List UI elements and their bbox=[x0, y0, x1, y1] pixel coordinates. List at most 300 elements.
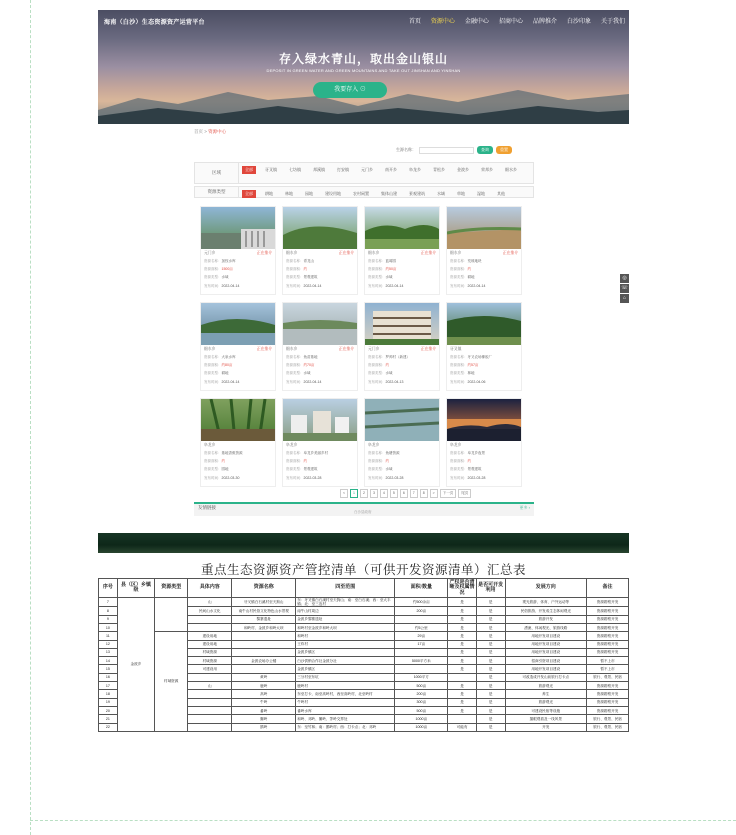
table-cell: 高岭 bbox=[232, 690, 296, 698]
filter-option[interactable]: 阜龙乡 bbox=[409, 167, 421, 172]
table-cell: 是 bbox=[476, 648, 505, 656]
table-cell: 18 bbox=[99, 690, 118, 698]
resource-photo[interactable] bbox=[283, 399, 357, 441]
card-info-line bbox=[368, 451, 400, 456]
table-cell: 资源勘察开发 bbox=[587, 648, 629, 656]
card-status-tag: 正在推介 bbox=[256, 251, 272, 255]
page-button[interactable]: 4 bbox=[380, 489, 388, 498]
table-row bbox=[99, 598, 629, 607]
page-button[interactable]: 尾页 bbox=[458, 489, 471, 498]
table-cell: 1000亩 bbox=[395, 715, 448, 723]
page-button[interactable]: 7 bbox=[410, 489, 418, 498]
table-cell: 1000亩 bbox=[395, 723, 448, 731]
table-cell: 是 bbox=[448, 632, 477, 640]
card-info-label: 资源名称： bbox=[204, 259, 222, 263]
nav-item[interactable]: 关于我们 bbox=[600, 19, 625, 25]
filter-option[interactable]: 湿地 bbox=[477, 191, 485, 196]
filter-option[interactable]: 集体山建 bbox=[381, 191, 397, 196]
card-info-value: 牙叉农场橡胶厂 bbox=[467, 355, 492, 359]
card-info-label: 发布时间： bbox=[204, 284, 222, 288]
wechat-icon[interactable]: ◎ bbox=[620, 274, 629, 283]
page-button[interactable]: 6 bbox=[400, 489, 408, 498]
breadcrumb-current: 资源中心 bbox=[208, 129, 227, 134]
table-cell bbox=[448, 673, 477, 681]
table-cell: 29亩 bbox=[395, 632, 448, 640]
card-info-value: 水域 bbox=[385, 371, 393, 375]
table-cell: 建设用地 bbox=[188, 640, 232, 648]
card-info-label: 资源类型： bbox=[450, 275, 468, 279]
page-button[interactable]: 2 bbox=[360, 489, 368, 498]
table-cell: 16 bbox=[99, 673, 118, 681]
card-info-value: 约50亩 bbox=[385, 267, 397, 271]
card-region: 阜龙乡 bbox=[450, 443, 462, 447]
table-header-cell: 四至范围 bbox=[296, 579, 395, 598]
reset-button[interactable]: 重置 bbox=[496, 146, 512, 154]
table-cell: 是 bbox=[476, 715, 505, 723]
card-info-value: 2022-03-30 bbox=[221, 476, 240, 480]
table-cell: 鹊岭 bbox=[232, 723, 296, 731]
table-cell: 22 bbox=[99, 723, 118, 731]
resource-photo[interactable] bbox=[201, 303, 275, 345]
resource-card[interactable] bbox=[282, 302, 358, 391]
resource-card[interactable] bbox=[282, 206, 358, 295]
table-cell: 东至打卡，南至高岭村，西至高岭村，北至岭村 bbox=[296, 690, 395, 698]
card-info-label: 资源类型： bbox=[450, 467, 468, 471]
phone-icon[interactable]: ☏ bbox=[621, 285, 628, 291]
card-info-line bbox=[286, 275, 318, 280]
filter-option[interactable]: 牙叉镇 bbox=[265, 167, 277, 172]
card-info-label: 资源名称： bbox=[286, 355, 304, 359]
filter-option[interactable]: 七坊镇 bbox=[289, 167, 301, 172]
hero-subtitle: DEPOSIT IN GREEN WATER AND GREEN MOUNTAINS AND TAKE OUT JINSHAN AND YINSHAN bbox=[266, 68, 461, 73]
card-info-line bbox=[368, 284, 403, 289]
card-info-value: 约 bbox=[385, 459, 389, 463]
card-info-line bbox=[204, 380, 239, 385]
card-info-value: 2022-04-14 bbox=[385, 284, 404, 288]
nav-item[interactable]: 招商中心 bbox=[498, 19, 523, 25]
side-toolbar bbox=[620, 274, 629, 304]
table-cell: 500亩 bbox=[395, 682, 448, 690]
friend-link[interactable]: 白沙县政府 bbox=[354, 510, 372, 514]
card-info-value: 约57亩 bbox=[467, 363, 479, 367]
table-cell: 是 bbox=[476, 598, 505, 607]
deposit-button[interactable]: 我要存入 ⊙ bbox=[313, 82, 387, 98]
card-info-label: 资源面积： bbox=[368, 363, 386, 367]
table-cell: 黄岭 bbox=[232, 673, 296, 681]
card-info-label: 资源名称： bbox=[204, 451, 222, 455]
resource-card[interactable] bbox=[364, 302, 440, 391]
card-info-value: 园地 bbox=[221, 467, 229, 471]
table-cell: 南牛山村周边 bbox=[296, 607, 395, 615]
card-info-line bbox=[450, 476, 485, 481]
table-header-cell: 序号 bbox=[99, 579, 118, 598]
table-cell: 5000平方米 bbox=[395, 657, 448, 665]
resource-photo[interactable] bbox=[365, 303, 439, 345]
table-cell: 是 bbox=[448, 698, 477, 706]
table-cell: 狮岭 bbox=[232, 715, 296, 723]
filter-option[interactable]: 金波乡 bbox=[457, 167, 469, 172]
resource-center-content bbox=[98, 124, 629, 514]
card-info-value: 约 bbox=[221, 459, 225, 463]
table-cell: 民俗旅游、开发成生态休闲观光 bbox=[505, 607, 587, 615]
table-cell: 资源勘察开发 bbox=[587, 632, 629, 640]
home-icon[interactable]: ⌂ bbox=[620, 294, 629, 303]
card-info-line bbox=[204, 371, 229, 376]
table-cell: 暂不上市 bbox=[587, 657, 629, 665]
table-cell: 15 bbox=[99, 665, 118, 673]
filter-option[interactable]: 荣邦乡 bbox=[481, 167, 493, 172]
table-cell: 旅游观光 bbox=[505, 698, 587, 706]
page-button[interactable]: < bbox=[340, 489, 348, 498]
top-nav bbox=[98, 16, 629, 30]
resource-card[interactable] bbox=[200, 398, 276, 487]
table-cell: 是 bbox=[476, 682, 505, 690]
card-info-label: 资源名称： bbox=[286, 259, 304, 263]
table-cell: 是 bbox=[476, 624, 505, 632]
nav-item[interactable]: 资源中心 bbox=[430, 19, 455, 25]
card-info-value: 约 bbox=[303, 459, 307, 463]
page-button[interactable]: 1 bbox=[350, 489, 358, 498]
table-cell: 用地开发项目建设 bbox=[505, 648, 587, 656]
card-info-value: 罗帅村（新建） bbox=[385, 355, 410, 359]
card-region: 细水乡 bbox=[286, 251, 298, 255]
breadcrumb-separator: > bbox=[203, 129, 209, 134]
table-cell: 王炸村 bbox=[296, 640, 395, 648]
page-button[interactable]: 下一页 bbox=[440, 489, 457, 498]
table-header-cell: 县（区）乡镇级 bbox=[117, 579, 154, 598]
table-cell: 和岭、邓岭、狮岭、茅岭交界处 bbox=[296, 715, 395, 723]
card-info-label: 资源名称： bbox=[450, 355, 468, 359]
table-cell: 是 bbox=[448, 648, 477, 656]
table-cell: 东：至竹林；南：鹊岭村；西：打卡点；北：邓岭 bbox=[296, 723, 395, 731]
table-cell: 是 bbox=[476, 698, 505, 706]
card-info-value: 约 bbox=[467, 267, 471, 271]
card-info-line bbox=[368, 476, 403, 481]
filter-option[interactable]: 邦溪镇 bbox=[313, 167, 325, 172]
filter-option[interactable]: 林地 bbox=[285, 191, 293, 196]
filter-option[interactable]: 打安镇 bbox=[337, 167, 349, 172]
filter-label: 资源类型 bbox=[195, 187, 239, 197]
card-info-label: 资源名称： bbox=[204, 355, 222, 359]
site-screenshot bbox=[98, 10, 629, 514]
card-info-value: 2022-04-13 bbox=[385, 380, 404, 384]
card-region: 细水乡 bbox=[286, 347, 298, 351]
table-cell: 民间山水文化 bbox=[188, 607, 232, 615]
table-cell: 200亩 bbox=[395, 607, 448, 615]
filter-option[interactable]: 农村闲置 bbox=[353, 191, 369, 196]
nav-item[interactable]: 首页 bbox=[408, 19, 421, 25]
card-info-value: 2022-04-14 bbox=[221, 380, 240, 384]
table-cell bbox=[395, 665, 448, 673]
table-cell: 黎寨遗址 bbox=[232, 615, 296, 623]
table-cell: 金波农场办公楼 bbox=[232, 657, 296, 665]
table-cell: 和岭村、金波乡和岭大坝 bbox=[232, 624, 296, 632]
page-button[interactable]: 3 bbox=[370, 489, 378, 498]
resource-card[interactable] bbox=[200, 206, 276, 295]
type-filter bbox=[194, 186, 534, 198]
resource-card[interactable] bbox=[364, 398, 440, 487]
table-cell: 山 bbox=[188, 682, 232, 690]
table-cell bbox=[155, 598, 188, 632]
table-cell: 200亩 bbox=[395, 690, 448, 698]
table-cell: 7 bbox=[99, 598, 118, 607]
card-info-line bbox=[286, 371, 311, 376]
table-cell: 是 bbox=[448, 706, 477, 714]
card-region: 牙叉镇 bbox=[450, 347, 462, 351]
table-header-cell: 发展方向 bbox=[505, 579, 587, 598]
hero-title: 存入绿水青山，取出金山银山 bbox=[278, 52, 448, 66]
table-header-cell: 是否可开发利用 bbox=[476, 579, 505, 598]
nav-item[interactable]: 白沙印象 bbox=[566, 19, 591, 25]
card-info-label: 资源类型： bbox=[368, 371, 386, 375]
resource-photo[interactable] bbox=[201, 207, 275, 249]
table-cell: 番岭水库 bbox=[296, 706, 395, 714]
table-cell bbox=[395, 615, 448, 623]
filter-option[interactable]: 青松乡 bbox=[433, 167, 445, 172]
card-info-line bbox=[368, 275, 393, 280]
card-info-label: 发布时间： bbox=[286, 380, 304, 384]
table-cell bbox=[188, 715, 232, 723]
filter-option[interactable]: 其他 bbox=[497, 191, 505, 196]
card-info-label: 资源面积： bbox=[450, 459, 468, 463]
card-info-label: 发布时间： bbox=[450, 476, 468, 480]
table-cell: 是 bbox=[476, 673, 505, 681]
card-status-tag: 正在推介 bbox=[338, 251, 354, 255]
card-info-value: 荒坡地块 bbox=[467, 259, 482, 263]
resource-card[interactable] bbox=[364, 206, 440, 295]
card-info-value: 阜龙乡美丽乡村 bbox=[303, 451, 328, 455]
table-cell: 11 bbox=[99, 632, 118, 640]
filter-option[interactable]: 水域 bbox=[437, 191, 445, 196]
table-cell: 是 bbox=[448, 598, 477, 607]
table-cell: 500亩 bbox=[395, 706, 448, 714]
table-cell: 村域资源 bbox=[188, 657, 232, 665]
filter-option[interactable]: 耕地 bbox=[265, 191, 273, 196]
table-cell: 8 bbox=[99, 607, 118, 615]
table-cell: 可能有 bbox=[448, 723, 477, 731]
card-info-value: 景观建筑 bbox=[467, 467, 482, 471]
table-cell: 是 bbox=[476, 723, 505, 731]
card-info-value: 2022-03-28 bbox=[303, 476, 322, 480]
resource-card[interactable] bbox=[282, 398, 358, 487]
card-region: 阜龙乡 bbox=[286, 443, 298, 447]
card-info-label: 资源名称： bbox=[450, 451, 468, 455]
table-cell: 和岭村 bbox=[296, 632, 395, 640]
resource-photo[interactable] bbox=[283, 303, 357, 345]
table-cell: 是 bbox=[448, 665, 477, 673]
card-info-line bbox=[450, 355, 492, 360]
table-cell: 约500余亩 bbox=[395, 598, 448, 607]
hero-banner bbox=[98, 10, 629, 124]
table-cell bbox=[395, 648, 448, 656]
resource-photo[interactable] bbox=[201, 399, 275, 441]
card-info-line bbox=[204, 275, 229, 280]
resource-photo[interactable] bbox=[365, 399, 439, 441]
table-cell: 三分村至东坑 bbox=[296, 673, 395, 681]
card-info-line bbox=[204, 267, 233, 272]
table-cell: 是 bbox=[476, 632, 505, 640]
table-cell bbox=[188, 698, 232, 706]
filter-option[interactable]: 元门乡 bbox=[361, 167, 373, 172]
card-info-label: 资源类型： bbox=[368, 467, 386, 471]
filter-option[interactable]: 建设用地 bbox=[325, 191, 341, 196]
card-status-tag: 正在推介 bbox=[256, 347, 272, 351]
card-info-value: 约 bbox=[467, 459, 471, 463]
card-region: 细水乡 bbox=[450, 251, 462, 255]
table-cell: 可建设用 bbox=[188, 665, 232, 673]
card-info-label: 资源面积： bbox=[286, 267, 304, 271]
table-cell: 是 bbox=[448, 690, 477, 698]
card-info-label: 资源类型： bbox=[450, 371, 468, 375]
table-cell: 旅行、观景、民宿 bbox=[587, 715, 629, 723]
table-cell bbox=[232, 640, 296, 648]
card-info-line bbox=[368, 259, 396, 264]
card-info-line bbox=[368, 459, 389, 464]
card-info-line bbox=[286, 459, 307, 464]
resource-card[interactable] bbox=[446, 206, 522, 295]
card-info-line bbox=[204, 476, 239, 481]
table-cell bbox=[188, 723, 232, 731]
card-region: 元门乡 bbox=[368, 347, 380, 351]
card-info-value: 蓝莓园 bbox=[385, 259, 396, 263]
card-info-line bbox=[286, 363, 314, 368]
resource-card[interactable] bbox=[446, 398, 522, 487]
table-cell: 20 bbox=[99, 706, 118, 714]
card-info-label: 资源类型： bbox=[204, 275, 222, 279]
table-cell: 资源勘察开发 bbox=[587, 690, 629, 698]
card-info-line bbox=[286, 451, 328, 456]
table-cell: 用地开发项目建设 bbox=[505, 665, 587, 673]
card-info-line bbox=[204, 451, 243, 456]
table-cell: 约5公里 bbox=[395, 624, 448, 632]
table-cell: 是 bbox=[476, 690, 505, 698]
table-cell: 17亩 bbox=[395, 640, 448, 648]
table-header-cell: 备注 bbox=[587, 579, 629, 598]
footer-strip bbox=[98, 533, 629, 553]
filter-option[interactable]: 全部 bbox=[242, 190, 256, 198]
card-info-label: 发布时间： bbox=[286, 476, 304, 480]
table-cell: 白沙供销合作社金波分社 bbox=[296, 657, 395, 665]
nav-item[interactable]: 金融中心 bbox=[464, 19, 489, 25]
resource-table-wrapper bbox=[98, 578, 629, 802]
page-button[interactable]: 8 bbox=[420, 489, 428, 498]
breadcrumb bbox=[194, 129, 226, 135]
query-button[interactable]: 查询 bbox=[477, 146, 493, 154]
table-cell: 13 bbox=[99, 648, 118, 656]
table-cell: 观光旅游、体育、户外运动等 bbox=[505, 598, 587, 607]
table-cell: 建设用地 bbox=[188, 632, 232, 640]
friend-links-more[interactable]: 更多 › bbox=[519, 505, 530, 510]
table-cell: 1000平方 bbox=[395, 673, 448, 681]
card-info-line bbox=[450, 371, 475, 376]
table-cell: 是 bbox=[448, 682, 477, 690]
card-info-value: 鱼塘资源 bbox=[385, 451, 400, 455]
card-info-line bbox=[450, 267, 471, 272]
table-cell: 旅行、观景、民宿 bbox=[587, 723, 629, 731]
resource-card[interactable] bbox=[446, 302, 522, 391]
nav-menu bbox=[409, 16, 625, 25]
table-header-cell: 产权是否清晰及权属情况 bbox=[449, 579, 475, 596]
table-title: 重点生态资源资产管控清单（可供开发资源清单）汇总表 bbox=[200, 563, 526, 577]
table-cell bbox=[188, 615, 232, 623]
site-logo-text[interactable]: 海南（白沙）生态资源资产运营平台 bbox=[104, 20, 205, 26]
resource-photo[interactable] bbox=[447, 303, 521, 345]
breadcrumb-home[interactable]: 首页 bbox=[194, 129, 203, 134]
table-cell: 是 bbox=[476, 640, 505, 648]
table-cell: 金波乡 bbox=[117, 598, 154, 732]
card-info-label: 发布时间： bbox=[368, 284, 386, 288]
resource-photo[interactable] bbox=[283, 207, 357, 249]
table-cell: 300亩 bbox=[395, 698, 448, 706]
search-input[interactable] bbox=[419, 147, 474, 154]
card-info-value: 基地香蕉资源 bbox=[221, 451, 243, 455]
card-info-value: 2022-04-14 bbox=[221, 284, 240, 288]
table-cell: 可改造成开发山前旅行打卡点 bbox=[505, 673, 587, 681]
table-cell: 是 bbox=[448, 615, 477, 623]
resource-photo[interactable] bbox=[447, 207, 521, 249]
table-cell: 和岭村至金波乡和岭大坝 bbox=[296, 624, 395, 632]
card-info-value: 耕地 bbox=[467, 275, 475, 279]
filter-option[interactable]: 草地 bbox=[457, 191, 465, 196]
table-cell: 12 bbox=[99, 640, 118, 648]
resource-photo[interactable] bbox=[365, 207, 439, 249]
page-button[interactable]: 5 bbox=[390, 489, 398, 498]
filter-option[interactable]: 南开乡 bbox=[385, 167, 397, 172]
card-info-value: 鱼苗基地 bbox=[303, 355, 318, 359]
filter-option[interactable]: 全部 bbox=[242, 166, 256, 174]
card-info-value: 大泉水库 bbox=[221, 355, 236, 359]
card-info-label: 发布时间： bbox=[204, 380, 222, 384]
table-cell: 17 bbox=[99, 682, 118, 690]
nav-item[interactable]: 品牌推介 bbox=[532, 19, 557, 25]
filter-option[interactable]: 园地 bbox=[305, 191, 313, 196]
table-header-row bbox=[99, 579, 629, 598]
card-info-label: 发布时间： bbox=[368, 380, 386, 384]
filter-option[interactable]: 细水乡 bbox=[505, 167, 517, 172]
table-cell: 金波乡镇区 bbox=[296, 665, 395, 673]
table-cell: 可建设民宿等设施 bbox=[505, 706, 587, 714]
table-cell: 21 bbox=[99, 715, 118, 723]
card-info-label: 发布时间： bbox=[450, 284, 468, 288]
card-info-label: 资源面积： bbox=[450, 363, 468, 367]
card-region: 元门乡 bbox=[204, 251, 216, 255]
table-cell: 是 bbox=[476, 657, 505, 665]
card-region: 细水乡 bbox=[368, 251, 380, 255]
card-info-line bbox=[450, 363, 478, 368]
card-info-label: 资源类型： bbox=[286, 275, 304, 279]
card-info-value: 约 bbox=[385, 363, 389, 367]
table-cell: 14 bbox=[99, 657, 118, 665]
table-cell: 资源勘察开发 bbox=[587, 698, 629, 706]
resource-card[interactable] bbox=[200, 302, 276, 391]
table-cell: 用地开发项目建设 bbox=[505, 632, 587, 640]
card-info-line bbox=[286, 355, 318, 360]
friend-links-title: 友情链接 bbox=[198, 505, 216, 510]
table-cell bbox=[188, 690, 232, 698]
table-cell: 旅游开发 bbox=[505, 615, 587, 623]
card-status-tag: 正在推介 bbox=[420, 251, 436, 255]
table-body bbox=[99, 598, 629, 732]
page-button[interactable]: > bbox=[430, 489, 438, 498]
card-info-line bbox=[450, 275, 475, 280]
card-info-value: 2022-03-28 bbox=[467, 476, 486, 480]
filter-options bbox=[239, 163, 533, 183]
card-region: 阜龙乡 bbox=[204, 443, 216, 447]
resource-photo[interactable] bbox=[447, 399, 521, 441]
filter-option[interactable]: 景观建筑 bbox=[409, 191, 425, 196]
resource-table bbox=[98, 578, 629, 732]
table-cell: 资源勘察开发 bbox=[587, 640, 629, 648]
